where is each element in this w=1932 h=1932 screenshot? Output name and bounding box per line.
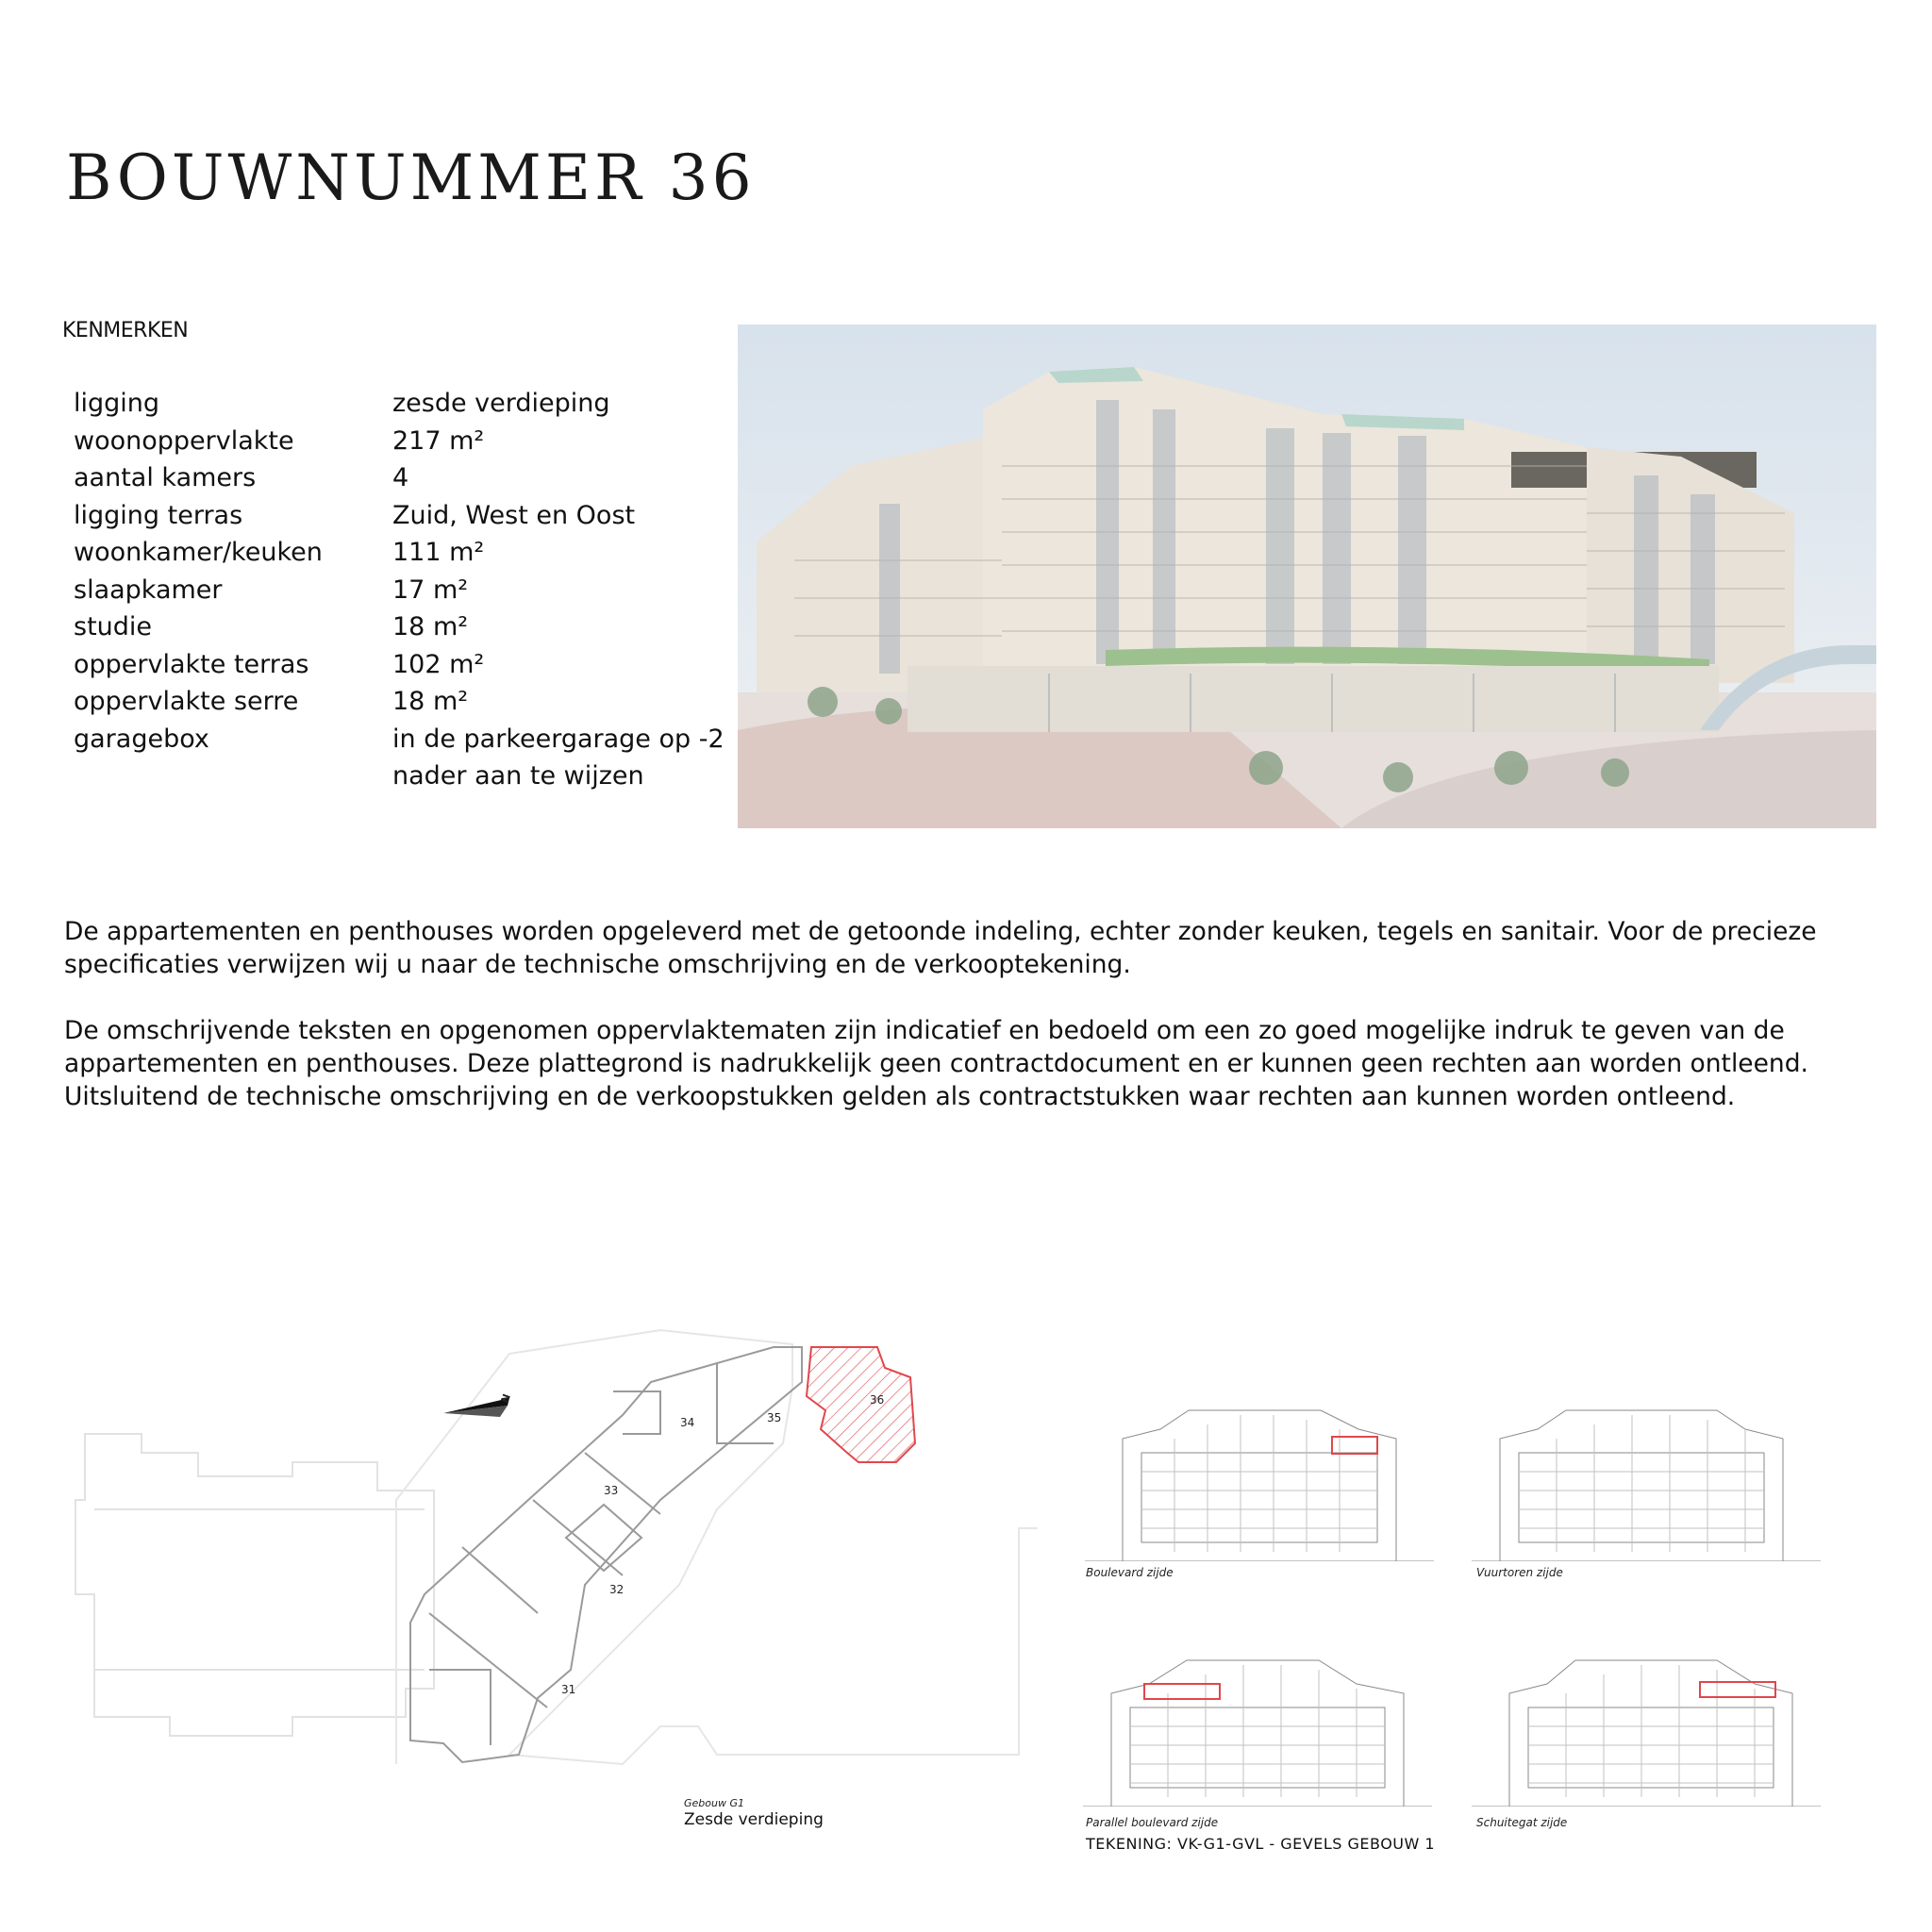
disclaimer-paragraph-1: De appartementen en penthouses worden opgeleverd met de getoonde indeling, echter zonder keuken, tegels en sanitair. Voor de precieze specificaties verwijzen wij u naar de technische omschrijving en de verkooptekening. — [64, 917, 1817, 979]
elevation-vuurtoren — [1472, 1401, 1821, 1561]
spec-value-line-2: nader aan te wijzen — [392, 761, 644, 791]
spec-row-garagebox — [74, 721, 732, 795]
specs-table — [74, 385, 732, 795]
spec-row-slaapkamer — [74, 572, 732, 609]
elevation-parallel-boulevard — [1083, 1646, 1432, 1807]
building-label: Gebouw G1 — [684, 1797, 744, 1809]
unit-label-31: 31 — [561, 1683, 576, 1696]
spec-value: 102 m² — [392, 649, 485, 679]
spec-value — [392, 721, 732, 795]
spec-row-ligging-terras — [74, 497, 732, 535]
spec-label: woonoppervlakte — [74, 425, 294, 456]
spec-label: slaapkamer — [74, 575, 223, 605]
spec-row-oppervlakte-terras — [74, 646, 732, 684]
spec-label: ligging — [74, 389, 160, 418]
elevation-label-parallel-boulevard: Parallel boulevard zijde — [1086, 1816, 1219, 1829]
elevation-boulevard — [1085, 1401, 1434, 1561]
spec-value: 18 m² — [392, 612, 469, 641]
spec-row-woonoppervlakte — [74, 423, 732, 460]
spec-label: oppervlakte serre — [74, 687, 299, 716]
spec-label: ligging terras — [74, 500, 243, 530]
floor-label: Zesde verdieping — [684, 1810, 824, 1829]
unit-label-33: 33 — [604, 1484, 619, 1497]
spec-label: aantal kamers — [74, 463, 257, 492]
floorplan-drawing — [57, 1311, 1066, 1840]
disclaimer-paragraph-2: De omschrijvende teksten en opgenomen oppervlaktematen zijn indicatief en bedoeld om een zo goed mogelijke indruk te geven van de appartementen en penthouses. Deze plattegrond is nadrukkelijk geen contractdocument en er kunnen geen rechten aan worden ontleend. Uitsluitend de technische omschrijving en de verkoopstukken gelden als contractstukken waar rechten aan kunnen worden ontleend. — [64, 1016, 1808, 1111]
page-title: BOUWNUMMER 36 — [66, 142, 756, 214]
spec-value: 4 — [392, 463, 409, 492]
building-rendering-image — [738, 325, 1876, 828]
spec-label: oppervlakte terras — [74, 649, 309, 679]
highlighted-unit-36 — [807, 1347, 915, 1462]
spec-row-oppervlakte-serre — [74, 683, 732, 721]
unit-label-34: 34 — [680, 1416, 695, 1429]
elevation-label-vuurtoren: Vuurtoren zijde — [1476, 1566, 1563, 1579]
floorplan-caption — [684, 1797, 824, 1829]
spec-row-ligging — [74, 385, 732, 423]
unit-label-32: 32 — [609, 1583, 625, 1596]
spec-value: zesde verdieping — [392, 389, 610, 418]
spec-row-woonkamer-keuken — [74, 534, 732, 572]
floorplan-svg — [57, 1311, 1066, 1840]
spec-row-studie — [74, 608, 732, 646]
spec-value: 111 m² — [392, 538, 485, 567]
spec-label: studie — [74, 612, 153, 641]
unit-label-35: 35 — [767, 1411, 782, 1424]
spec-value: 17 m² — [392, 575, 469, 605]
elevation-label-schuitegat: Schuitegat zijde — [1476, 1816, 1568, 1829]
spec-value-line-1: in de parkeergarage op -2 — [392, 724, 724, 754]
spec-value: Zuid, West en Oost — [392, 500, 636, 530]
unit-label-36: 36 — [870, 1393, 885, 1407]
section-heading-kenmerken: KENMERKEN — [62, 319, 189, 342]
elevation-label-boulevard: Boulevard zijde — [1086, 1566, 1174, 1579]
elevation-schuitegat — [1472, 1646, 1821, 1807]
spec-value: 217 m² — [392, 425, 485, 456]
spec-label: woonkamer/keuken — [74, 538, 323, 567]
spec-label: garagebox — [74, 724, 209, 754]
compass-letter: N — [498, 1391, 513, 1406]
drawing-reference: TEKENING: VK-G1-GVL - GEVELS GEBOUW 1 — [1086, 1835, 1436, 1853]
spec-value: 18 m² — [392, 687, 469, 716]
building-rendering-illustration — [738, 325, 1876, 828]
spec-row-aantal-kamers — [74, 459, 732, 497]
